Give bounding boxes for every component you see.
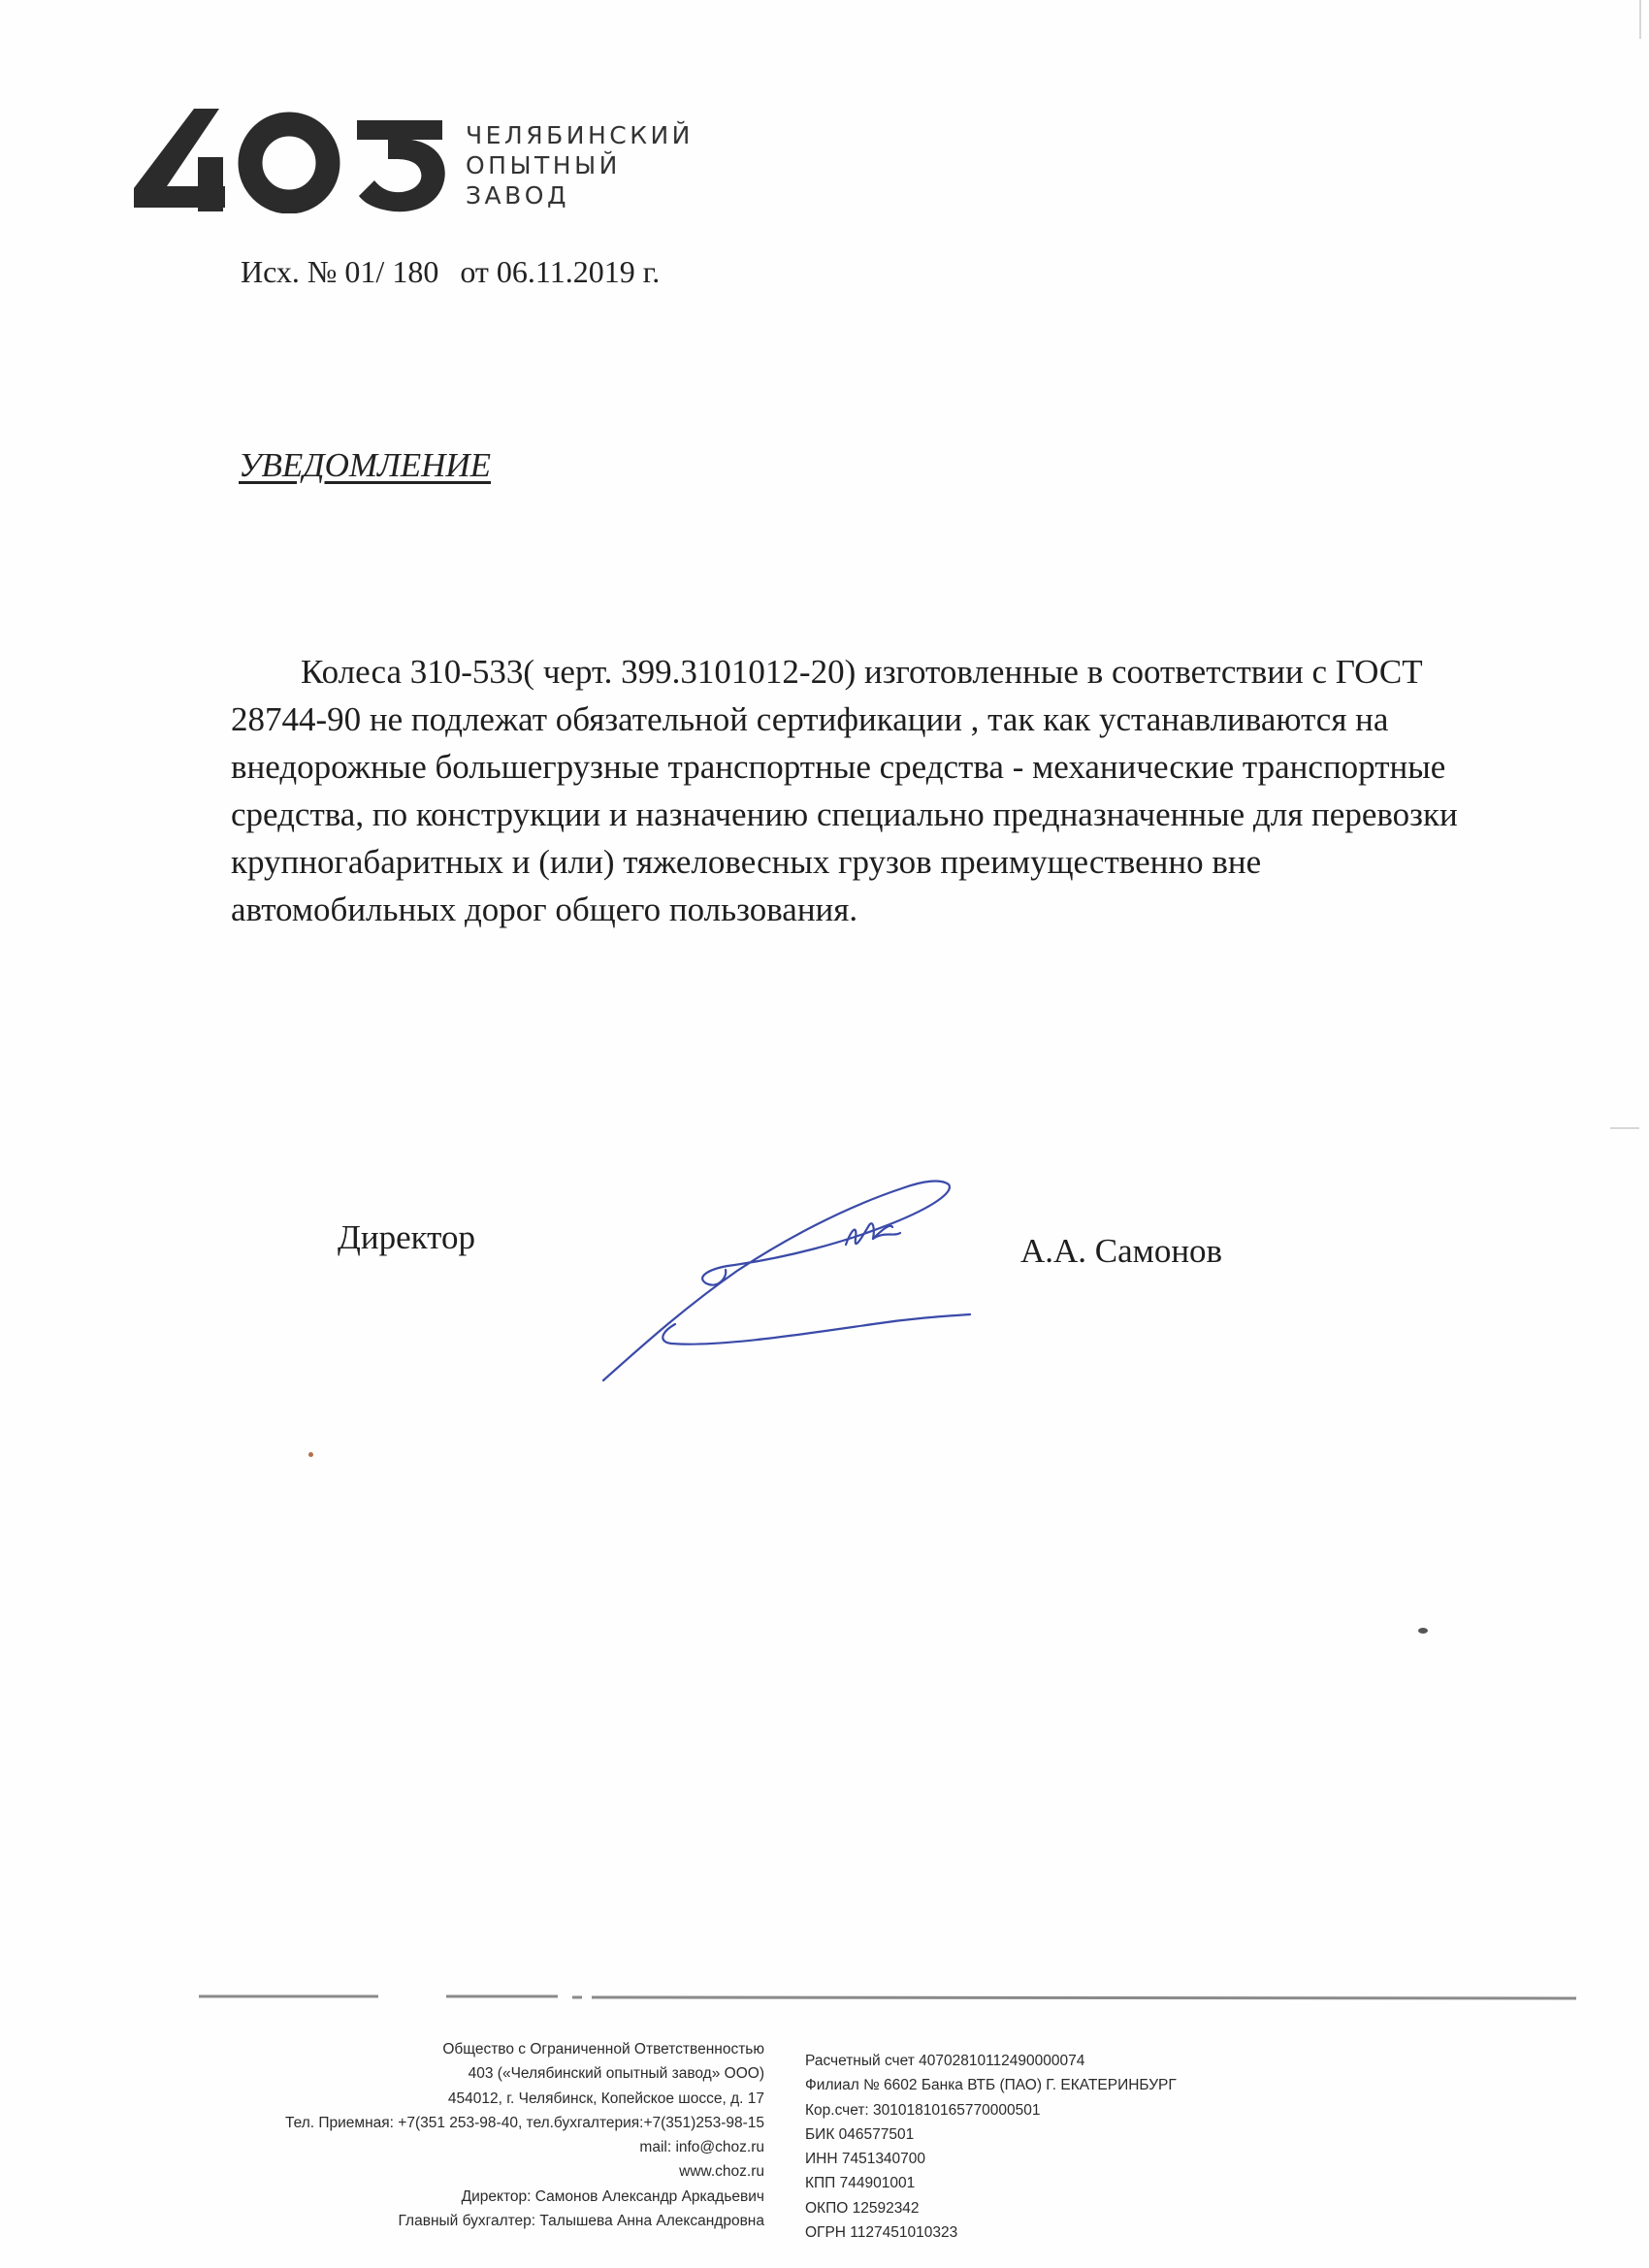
logo-caption: [466, 120, 694, 211]
footer-right-line: Кор.счет: 30101810165770000501: [805, 2101, 1041, 2119]
outgoing-number: Исх. № 01/ 180: [241, 254, 439, 289]
footer-left-line: Главный бухгалтер: Талышева Анна Александровна: [398, 2213, 764, 2230]
footer-right-line: Филиал № 6602 Банка ВТБ (ПАО) Г. ЕКАТЕРИНБУРГ: [805, 2077, 1177, 2094]
document-title: УВЕДОМЛЕНИЕ: [239, 446, 492, 484]
signatory-name: А.А. Самонов: [1020, 1232, 1223, 1270]
outgoing-date: от 06.11.2019 г.: [460, 254, 661, 289]
outgoing-reference: [241, 254, 660, 290]
footer-left-line: Тел. Приемная: +7(351 253-98-40, тел.бухгалтерия:+7(351)253-98-15: [285, 2114, 764, 2131]
footer-right-line: Расчетный счет 40702810112490000074: [805, 2053, 1085, 2069]
company-logo: [134, 107, 755, 223]
footer-left-line: 454012, г. Челябинск, Копейское шоссе, д. 17: [447, 2090, 764, 2107]
signatory-position: Директор: [338, 1218, 476, 1256]
footer-right-line: ОГРН 1127451010323: [805, 2224, 958, 2242]
footer-left-line: mail: info@choz.ru: [639, 2139, 764, 2156]
footer-bank-details: [805, 2049, 1177, 2245]
footer-left-line: 403 («Челябинский опытный завод» ООО): [468, 2065, 764, 2083]
footer-right-line: ИНН 7451340700: [805, 2151, 926, 2168]
footer-right-line: КПП 744901001: [805, 2175, 916, 2192]
scan-speck: [1418, 1628, 1428, 1634]
logo-403-mark: [134, 107, 454, 213]
footer-company-details: [285, 2037, 764, 2233]
footer-left-line: www.choz.ru: [679, 2163, 764, 2181]
footer-right-line: ОКПО 12592342: [805, 2199, 920, 2217]
footer-divider: [199, 1993, 1576, 2003]
scan-edge-mark: [1610, 1127, 1639, 1129]
logo-line-3: ЗАВОД: [466, 181, 569, 210]
body-paragraph: Колеса 310-533( черт. 399.3101012-20) изготовленные в соответствии с ГОСТ 28744-90 не подлежат обязательной сертификации , так как устанавливаются на внедорожные большегрузные транспортные средства - механические транспортные средства, по конструкции и назначению специально предназначенные для перевозки крупногабаритных и (или) тяжеловесных грузов преимущественно вне автомобильных дорог общего пользования.: [231, 653, 1458, 928]
logo-line-1: ЧЕЛЯБИНСКИЙ: [466, 121, 694, 149]
document-body: [231, 648, 1482, 933]
scan-speck: [308, 1452, 313, 1457]
footer-left-line: Директор: Самонов Александр Аркадьевич: [461, 2187, 764, 2205]
scan-edge-mark: [1639, 0, 1641, 39]
footer-left-line: Общество с Ограниченной Ответственностью: [442, 2041, 764, 2057]
logo-line-2: ОПЫТНЫЙ: [466, 151, 621, 179]
handwritten-signature: [582, 1169, 1009, 1402]
footer-right-line: БИК 046577501: [805, 2125, 915, 2143]
